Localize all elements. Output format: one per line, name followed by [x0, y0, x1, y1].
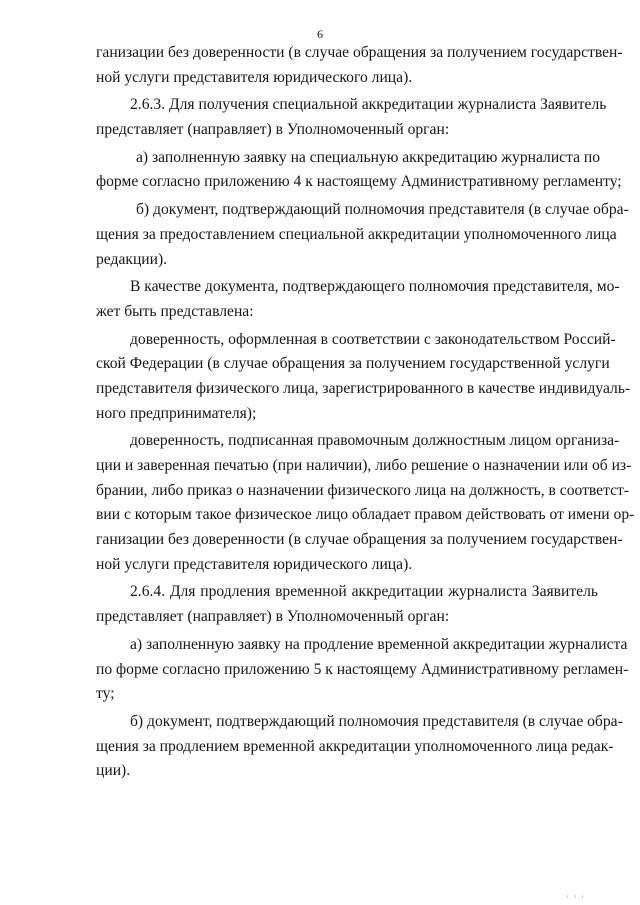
paragraph-start: доверенность, подписанная правомочным должностным лицом организа-	[130, 432, 620, 450]
text-line: представителя физического лица, зарегистрированного в качестве индивидуаль-	[96, 379, 631, 397]
text-line: ной услуги представителя юридического лица).	[96, 555, 413, 573]
text-line: щения за продлением временной аккредитации уполномоченного лица редак-	[96, 737, 614, 755]
text-line: жет быть представлена:	[96, 302, 254, 320]
list-item-a: а) заполненную заявку на продление временной аккредитации журналиста	[130, 635, 628, 653]
section-heading-2-6-4: 2.6.4. Для продления временной аккредитации журналиста Заявитель	[130, 583, 598, 601]
text-line: щения за предоставлением специальной аккредитации уполномоченного лица	[96, 225, 617, 243]
text-line: по форме согласно приложению 5 к настоящему Административному регламен-	[96, 660, 629, 678]
list-item-a: а) заполненную заявку на специальную аккредитацию журналиста по	[136, 148, 601, 166]
document-body	[96, 41, 635, 784]
text-line: брании, либо приказ о назначении физического лица на должность, в соответст-	[96, 481, 630, 499]
text-line: вии с которым такое физическое лицо обладает правом действовать от имени ор-	[96, 506, 635, 524]
list-item-b: б) документ, подтверждающий полномочия представителя (в случае обра-	[130, 712, 623, 730]
text-line: ции).	[96, 762, 131, 780]
text-line: ного предпринимателя);	[96, 404, 257, 422]
text-line: ской Федерации (в случае обращения за получением государственной услуги	[96, 355, 610, 373]
section-heading-2-6-3: 2.6.3. Для получения специальной аккредитации журналиста Заявитель	[130, 96, 607, 114]
list-item-b: б) документ, подтверждающий полномочия представителя (в случае обра-	[136, 201, 629, 219]
footer-mark: ' ' '	[567, 894, 586, 903]
text-line: ной услуги представителя юридического лица).	[96, 68, 413, 86]
text-line: ции и заверенная печатью (при наличии), либо решение о назначении или об из-	[96, 457, 632, 474]
text-line: ганизации без доверенности (в случае обращения за получением государствен-	[96, 44, 623, 61]
text-line: редакции).	[96, 250, 168, 268]
text-line: представляет (направляет) в Уполномоченный орган:	[96, 608, 450, 626]
paragraph-start: В качестве документа, подтверждающего полномочия представителя, мо-	[130, 278, 620, 296]
text-line: форме согласно приложению 4 к настоящему Административному регламенту;	[96, 173, 622, 191]
page-number: 6	[317, 27, 323, 41]
text-line: ту;	[96, 685, 115, 703]
text-line: представляет (направляет) в Уполномоченный орган:	[96, 121, 450, 139]
text-line: ганизации без доверенности (в случае обращения за получением государствен-	[96, 531, 623, 549]
paragraph-start: доверенность, оформленная в соответствии с законодательством Россий-	[130, 330, 616, 348]
